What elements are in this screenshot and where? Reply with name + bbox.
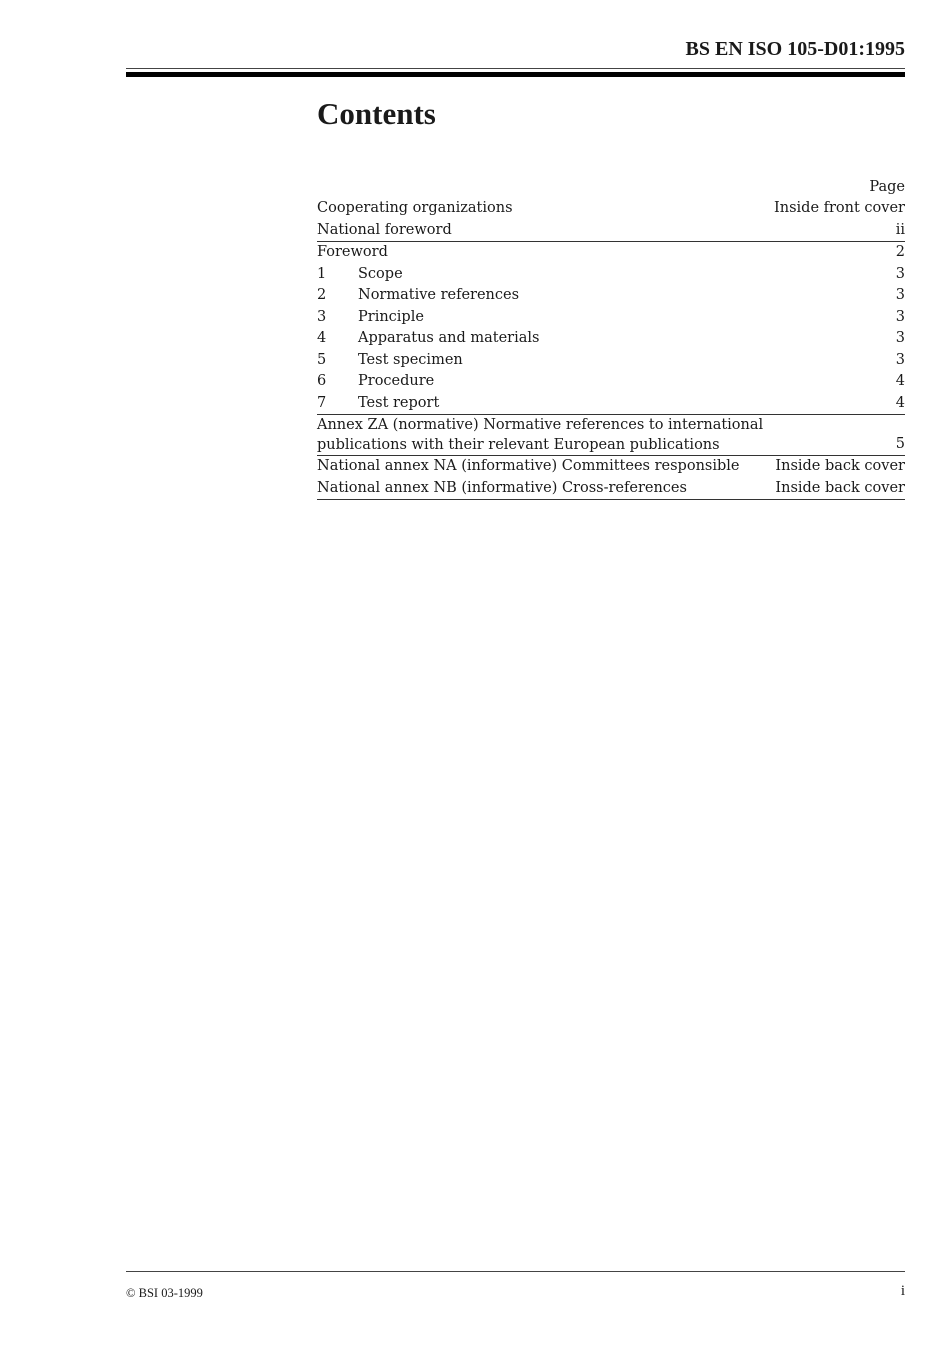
toc-entry-number: 6 [317,373,327,389]
toc-entry-page: 3 [895,308,905,325]
toc-entry-label: National foreword [317,221,452,238]
toc-entry-procedure[interactable] [317,371,905,393]
toc-entry-label: Normative references [358,287,520,303]
toc-entry-number: 5 [317,351,327,368]
toc-entry-label: Scope [358,265,403,282]
toc-entry-national-foreword[interactable] [317,220,905,243]
toc-entry-label: Apparatus and materials [358,330,540,346]
header-rule-thin [126,68,905,69]
toc-entry-annex-za[interactable] [317,415,905,456]
page-title: Contents [317,96,436,131]
toc-entry-national-annex-na[interactable] [317,456,905,478]
toc-entry-number: 4 [317,330,327,346]
toc-entry-label: Annex ZA (normative) Normative references to international publications with their relevant European publications [317,417,764,453]
toc-entry-normative-references[interactable] [317,285,905,307]
toc-entry-page: 5 [895,435,905,452]
toc-entry-page: 3 [895,287,905,303]
toc-entry-page: 3 [895,330,905,346]
footer-rule [126,1271,905,1272]
standard-number: BS EN ISO 105-D01:1995 [685,38,905,60]
toc-entry-label: Test specimen [358,351,463,368]
toc-entry-number: 3 [317,308,327,325]
toc-entry-page: 2 [895,244,905,260]
toc-entry-label: National annex NA (informative) Committees responsible [317,458,740,474]
toc-entry-page: 3 [895,265,905,282]
toc-entry-cooperating-organizations[interactable] [317,198,905,220]
toc-entry-number: 2 [317,287,327,303]
toc-entry-page: Inside front cover [774,200,905,216]
toc-entry-page: 4 [895,394,905,411]
page-column-label: Page [869,179,905,195]
toc-entry-test-report[interactable] [317,393,905,416]
toc-entry-label: Test report [358,394,440,411]
toc-entry-number: 7 [317,394,327,411]
toc-entry-page: 4 [895,373,905,389]
toc-entry-foreword[interactable] [317,242,905,264]
toc-entry-principle[interactable] [317,307,905,329]
copyright-notice: © BSI 03-1999 [126,1286,203,1300]
table-of-contents [317,177,905,500]
toc-entry-number: 1 [317,265,327,282]
toc-entry-page: Inside back cover [775,479,905,496]
toc-entry-page: ii [895,221,905,238]
toc-entry-page: 3 [895,351,905,368]
toc-entry-label: Foreword [317,244,388,260]
page-number: i [900,1283,905,1299]
toc-entry-label: Cooperating organizations [317,200,513,216]
toc-entry-scope[interactable] [317,264,905,286]
toc-entry-apparatus-and-materials[interactable] [317,328,905,350]
toc-entry-page: Inside back cover [775,458,905,474]
toc-entry-label: Principle [358,308,424,325]
toc-entry-label: Procedure [358,373,435,389]
toc-entry-test-specimen[interactable] [317,350,905,372]
header-rule-thick [126,72,905,77]
toc-entry-national-annex-nb[interactable] [317,478,905,501]
toc-entry-label: National annex NB (informative) Cross-references [317,479,687,496]
